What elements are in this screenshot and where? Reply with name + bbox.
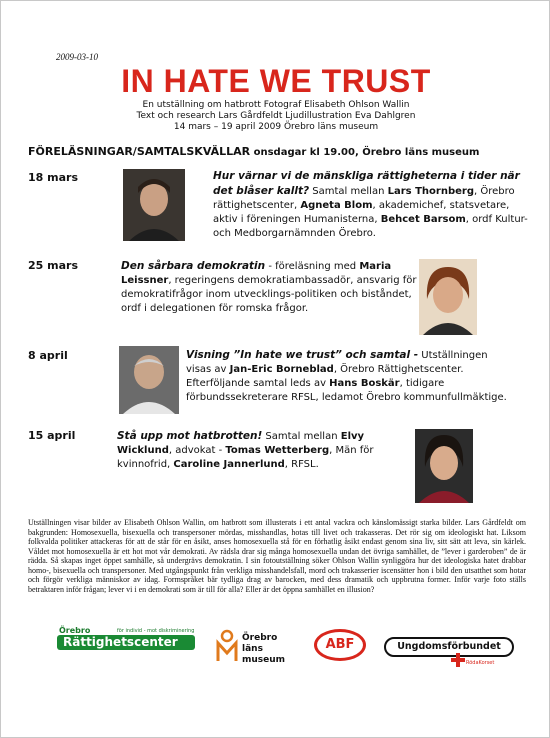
event-title: Den sårbara demokratin <box>121 260 266 272</box>
museum-name-line: Örebro läns <box>242 633 278 654</box>
event-date: 15 april <box>28 429 76 442</box>
museum-name-line: museum <box>242 655 286 665</box>
poster-subtitle <box>1 100 550 133</box>
red-cross-icon <box>451 653 465 667</box>
speaker-name: Tomas Wetterberg <box>225 445 330 456</box>
event-description <box>186 348 516 405</box>
person-photo-icon <box>123 169 185 241</box>
event-description <box>213 169 531 241</box>
event-text-part: , RFSL. <box>284 459 319 470</box>
event-text-part: , regeringens demokratiambassadör, ansvarig för demokratifrågor inom utvecklings-politiken och biståndet, ordf i delegationen för romska frågor. <box>121 275 417 314</box>
speaker-name: Lars Thornberg <box>387 186 474 197</box>
event-text-part: , Örebro rättighetscenter, <box>213 186 515 211</box>
museum-name <box>242 633 296 666</box>
event-text-part: , ordf Kultur- och Medborgarnämnden Örebro. <box>213 214 528 239</box>
speaker-name: Jan-Eric Borneblad <box>229 364 334 375</box>
abf-logo: ABF <box>314 629 366 661</box>
person-photo-icon <box>119 346 179 414</box>
rattighetscenter-tagline: för individ - mot diskriminering <box>117 628 195 634</box>
orebro-museum-logo <box>216 629 296 665</box>
event-title: Visning ”In hate we trust” och samtal - <box>186 349 419 361</box>
section-heading-sub: onsdagar kl 19.00, Örebro läns museum <box>250 147 480 158</box>
speaker-name: Maria Leissner <box>121 261 392 286</box>
event-text-part: Samtal mellan <box>262 431 341 442</box>
speaker-name: Hans Boskär <box>329 378 400 389</box>
event-text-part: , Örebro Rättighetscenter. Efterföljande samtal leds av <box>186 364 464 389</box>
event-description <box>121 259 417 316</box>
speaker-photo <box>119 346 179 414</box>
event-title: Hur värnar vi de mänskliga rättigheterna i tider när det blåser kallt? <box>213 170 520 197</box>
speaker-photo <box>419 259 477 335</box>
speaker-name: Caroline Jannerlund <box>173 459 285 470</box>
speaker-photo <box>123 169 185 241</box>
person-photo-icon <box>415 429 473 503</box>
event-text-part: , Män för kvinnofrid, <box>117 445 374 470</box>
museum-figure-icon <box>216 629 238 663</box>
event-date: 25 mars <box>28 259 78 272</box>
speaker-name: Elvy Wicklund <box>117 431 365 456</box>
exhibition-description: Utställningen visar bilder av Elisabeth Ohlson Wallin, om hatbrott som illusterats i ett antal vackra och känslomässigt starka bilder. Lars Gårdfeldt om bakgrunden: Homosexuella, bisexuella och transpersoner mördas, misshandlas, hotas till livet och trakasseras. Det rör sig om ideologiskt hat. Liksom folkvalda politiker attackeras för att de står för en åsikt, anses homosexuella stå för en förhatlig åsikt endast genom sina liv, sitt sätt att leva, sin kärlek. Våldet mot homosexuella är ett hot mot vår demokrati. Av rädsla drar sig många homosexuella undan det övriga samhället, de ”lever i garderoben” de är rädda. Så skapas inget öppet samhälle, så undergrävs demokratin. I sin fotoutställning söker Ohlson Wallin synliggöra hur det ideologiska hatet drabbar homo-, bisexuella och transpersoner. Med utgångspunkt från verkliga misshandelsfall, mord och trakasserier iscensätter hon i bild den utsatthet som hotar och förgör verkliga människor av idag. Formspråket bär tydliga drag av barocken, med dess dramatik och uppbrutna former. Inför varje foto ställs betraktaren inför frågan; lever vi i en demokrati som är till för alla? Eller är det öppna samhället en illusion? <box>28 518 526 594</box>
event-text-part: Samtal mellan <box>309 186 388 197</box>
section-heading <box>28 145 538 158</box>
ungdomsforbundet-logo: Ungdomsförbundet <box>384 637 514 657</box>
poster-date: 2009-03-10 <box>56 52 98 62</box>
event-date: 18 mars <box>28 171 78 184</box>
event-text-part: , tidigare förbundssekreterare RFSL, ledamot Örebro kommunfullmäktige. <box>186 378 507 403</box>
event-description <box>117 429 413 472</box>
subtitle-line: Text och research Lars Gårdfeldt Ljudillustration Eva Dahlgren <box>136 111 416 121</box>
person-photo-icon <box>419 259 477 335</box>
poster-title: IN HATE WE TRUST <box>121 63 431 99</box>
event-date: 8 april <box>28 349 68 362</box>
rattighetscenter-name: Rättighetscenter <box>57 635 195 650</box>
event-text-part: Utställningen visas av <box>186 350 488 375</box>
event-text-part: , akademichef, statsvetare, aktiv i föreningen Humanisterna, <box>213 200 510 225</box>
rattighetscenter-logo <box>57 626 197 652</box>
subtitle-line: En utställning om hatbrott Fotograf Elisabeth Ohlson Wallin <box>142 100 410 110</box>
speaker-name: Behcet Barsom <box>380 214 466 225</box>
subtitle-line: 14 mars – 19 april 2009 Örebro läns museum <box>173 122 379 132</box>
event-text-part: - föreläsning med <box>265 261 360 272</box>
event-text-part: , advokat - <box>168 445 226 456</box>
rattighetscenter-city: Örebro <box>59 626 91 635</box>
roda-korset-logo <box>451 653 511 669</box>
speaker-name: Agneta Blom <box>300 200 373 211</box>
section-heading-main: FÖRELÄSNINGAR/SAMTALSKVÄLLAR <box>28 145 251 158</box>
speaker-photo <box>415 429 473 503</box>
event-title: Stå upp mot hatbrotten! <box>117 430 263 442</box>
roda-korset-name: RödaKorset <box>466 660 495 666</box>
